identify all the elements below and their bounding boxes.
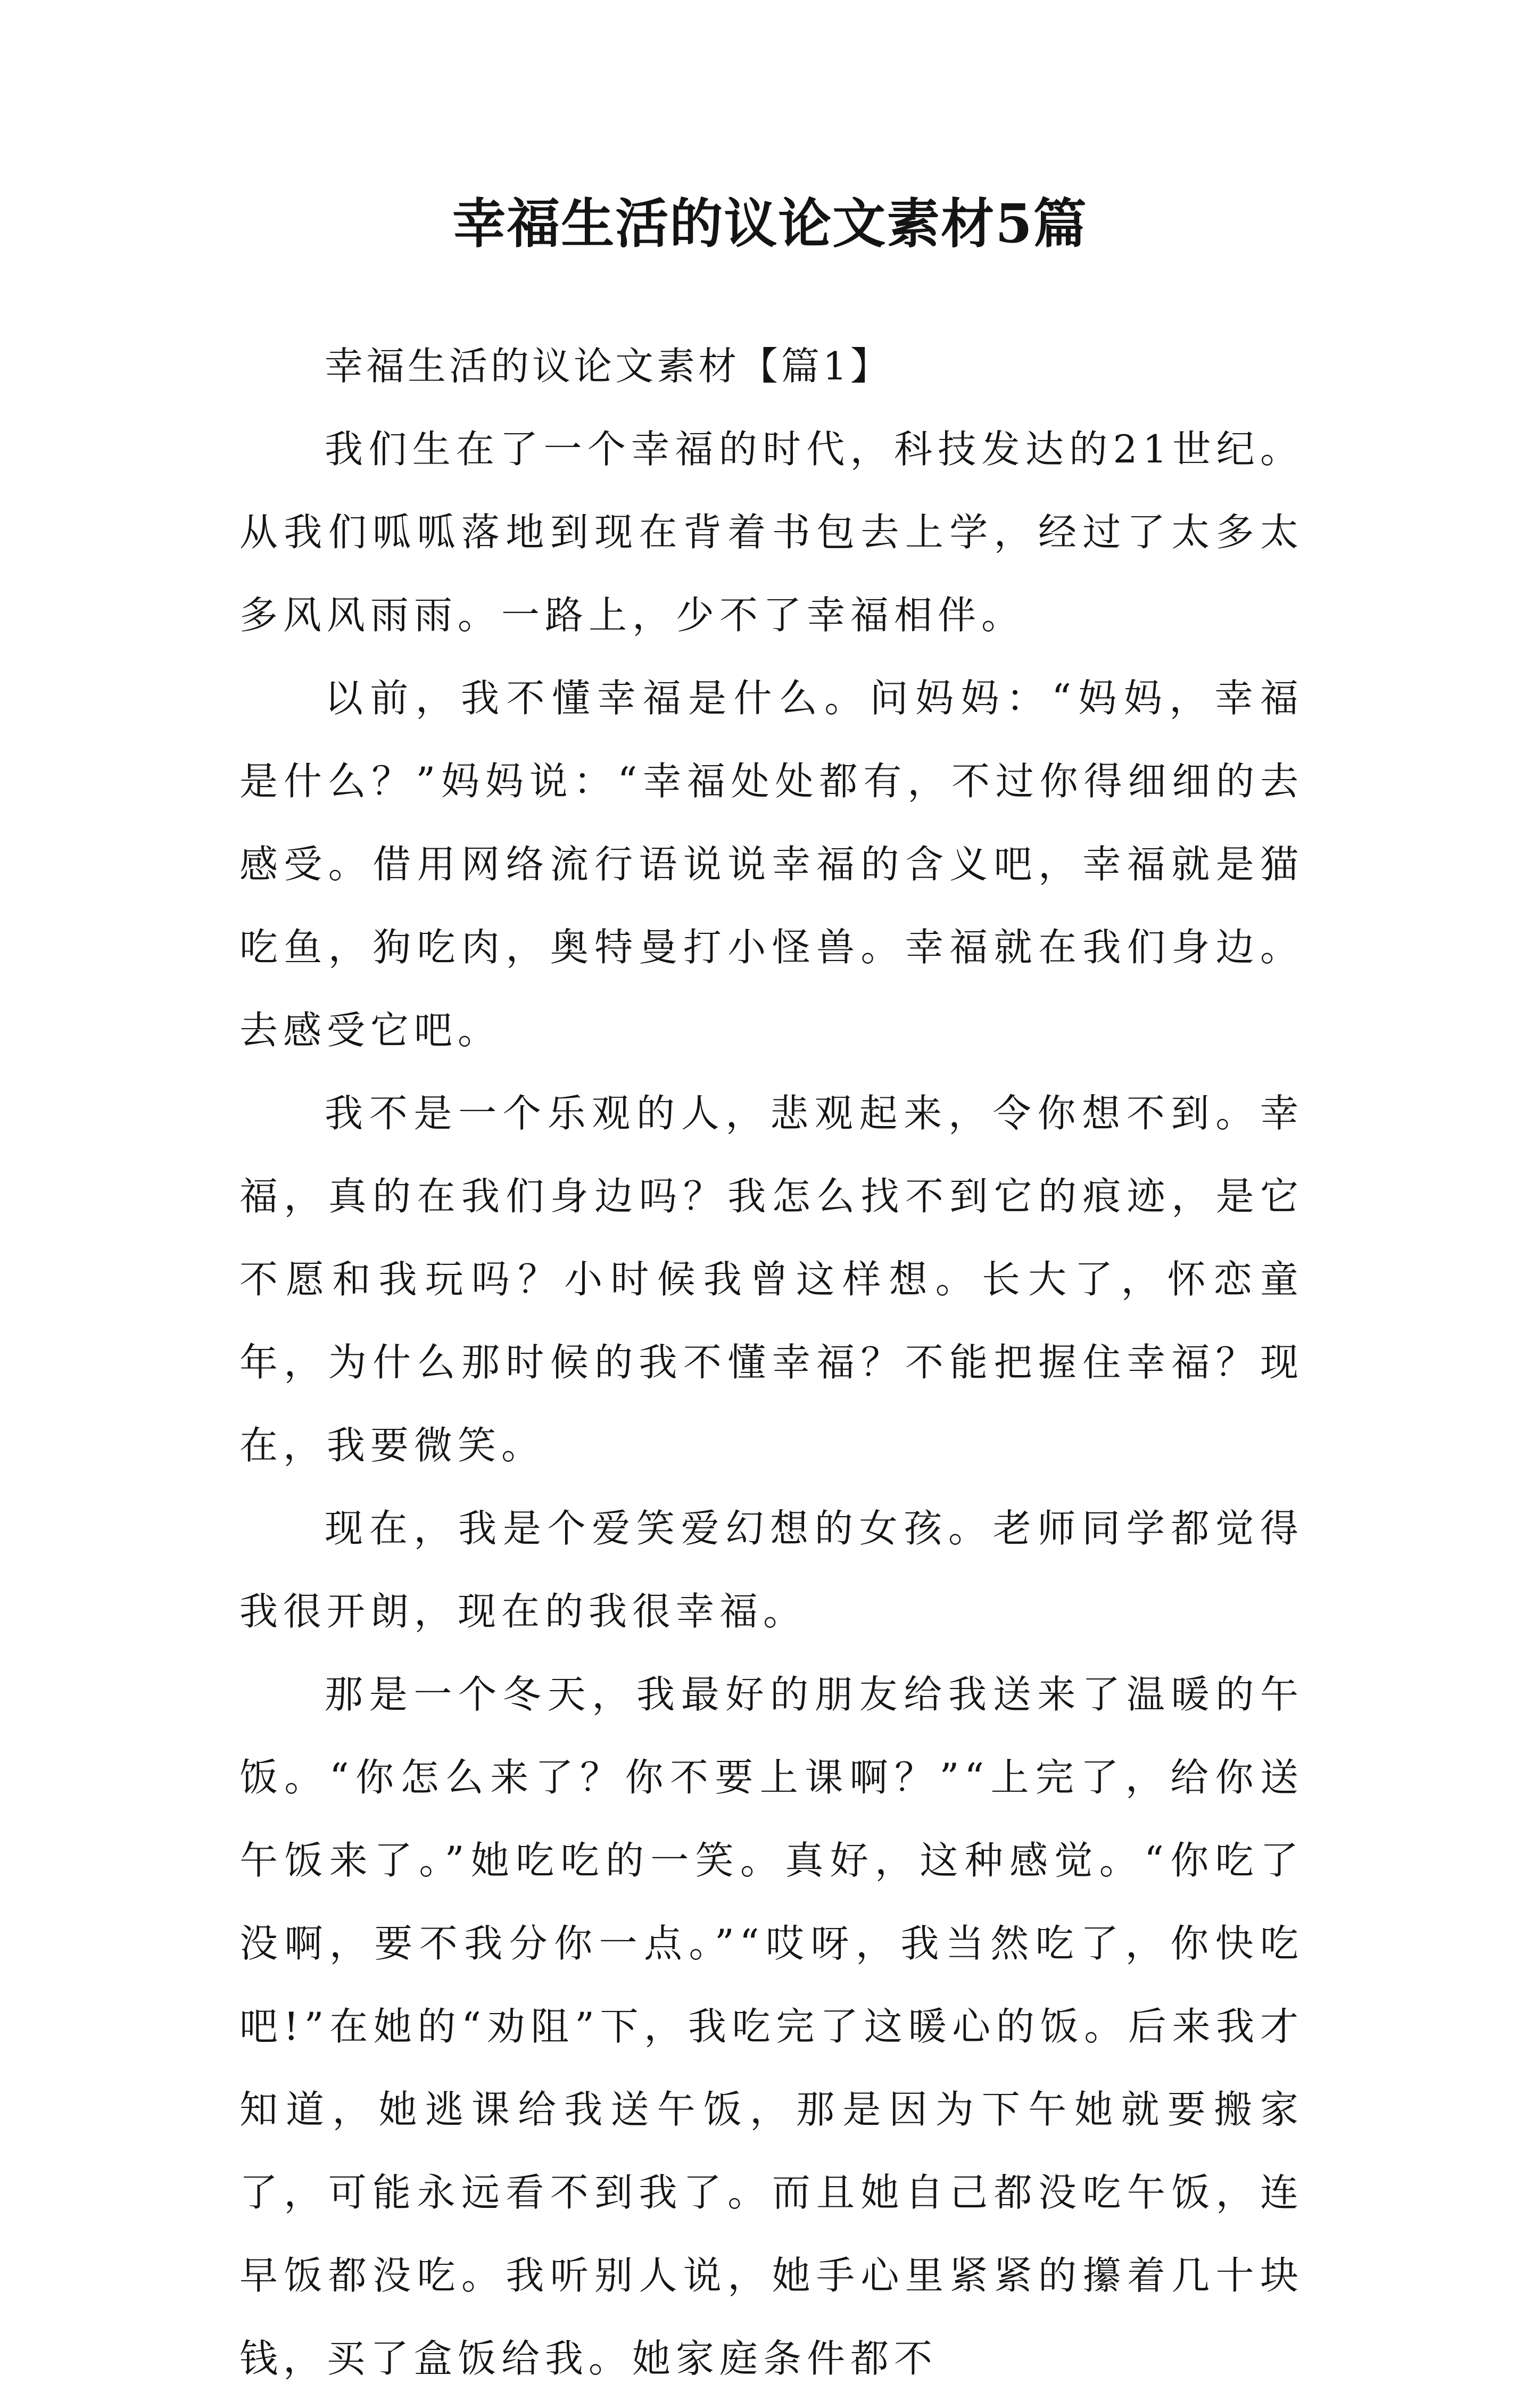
paragraph: 那是一个冬天，我最好的朋友给我送来了温暖的午饭。“你怎么来了？你不要上课啊？”“上完了，给你送午饭来了。”她吃吃的一笑。真好，这种感觉。“你吃了没啊，要不我分你一点。”“哎呀，我当然吃了，你快吃吧!”在她的“劝阻”下，我吃完了这暖心的饭。后来我才知道，她逃课给我送午饭，那是因为下午她就要搬家了，可能永远看不到我了。而且她自己都没吃午饭，连早饭都没吃。我听别人说，她手心里紧紧的攥着几十块钱，买了盒饭给我。她家庭条件都不	[239, 1672, 1304, 2381]
section-heading: 幸福生活的议论文素材【篇1】	[325, 344, 892, 388]
document-body	[239, 325, 1304, 2400]
paragraph: 现在，我是个爱笑爱幻想的女孩。老师同学都觉得我很开朗，现在的我很幸福。	[239, 1506, 1304, 1634]
paragraph: 我不是一个乐观的人，悲观起来，令你想不到。幸福，真的在我们身边吗？我怎么找不到它的痕迹，是它不愿和我玩吗？小时候我曾这样想。长大了，怀恋童年，为什么那时候的我不懂幸福？不能把握住幸福？现在，我要微笑。	[239, 1091, 1304, 1468]
document-title: 幸福生活的议论文素材5篇	[452, 192, 1088, 255]
paragraph: 以前，我不懂幸福是什么。问妈妈：“妈妈，幸福是什么？”妈妈说：“幸福处处都有，不过你得细细的去感受。借用网络流行语说说幸福的含义吧，幸福就是猫吃鱼，狗吃肉，奥特曼打小怪兽。幸福就在我们身边。去感受它吧。	[239, 676, 1304, 1053]
paragraph: 我们生在了一个幸福的时代，科技发达的21世纪。从我们呱呱落地到现在背着书包去上学，经过了太多太多风风雨雨。一路上，少不了幸福相伴。	[239, 427, 1304, 638]
